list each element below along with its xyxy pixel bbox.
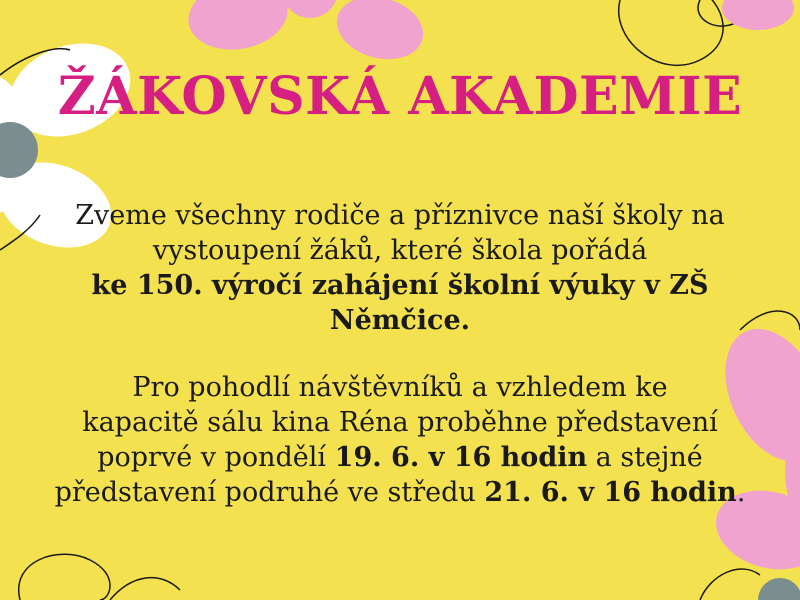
anniversary-line-1: ke 150. výročí zahájení školní výuky v ZŠ (91, 270, 709, 301)
bottom-left-swirl-decoration (19, 554, 110, 600)
second-performance-time: 21. 6. v 16 hodin (484, 477, 737, 508)
schedule-line-4-start: představení podruhé ve středu (54, 477, 485, 508)
invitation-line-1: Zveme všechny rodiče a příznivce naší školy na (75, 200, 725, 231)
bottom-right-line-decoration (700, 569, 760, 600)
schedule-line-3-end: a stejné (587, 442, 703, 473)
schedule-line-4 (20, 475, 780, 510)
poster-title: ŽÁKOVSKÁ AKADEMIE (57, 66, 743, 127)
schedule-line-1: Pro pohodlí návštěvníků a vzhledem ke (132, 372, 668, 403)
anniversary-line-2: Němčice. (329, 305, 471, 336)
invitation-line-2: vystoupení žáků, které škola pořádá (152, 235, 648, 266)
invitation-paragraph (20, 198, 780, 338)
top-right-petal-decoration (722, 0, 794, 30)
schedule-line-3 (20, 440, 780, 475)
schedule-paragraph (20, 370, 780, 510)
schedule-line-4-end: . (736, 477, 746, 508)
first-performance-time: 19. 6. v 16 hodin (334, 442, 588, 473)
bottom-line-decoration (110, 578, 180, 600)
top-right-swirl-decoration (619, 0, 723, 65)
schedule-line-3-start: poprvé v pondělí (97, 442, 335, 473)
top-pink-flower-decoration (183, 0, 430, 68)
bottom-right-circle-decoration (758, 578, 800, 600)
schedule-line-2: kapacitě sálu kina Réna proběhne představení (82, 407, 718, 438)
